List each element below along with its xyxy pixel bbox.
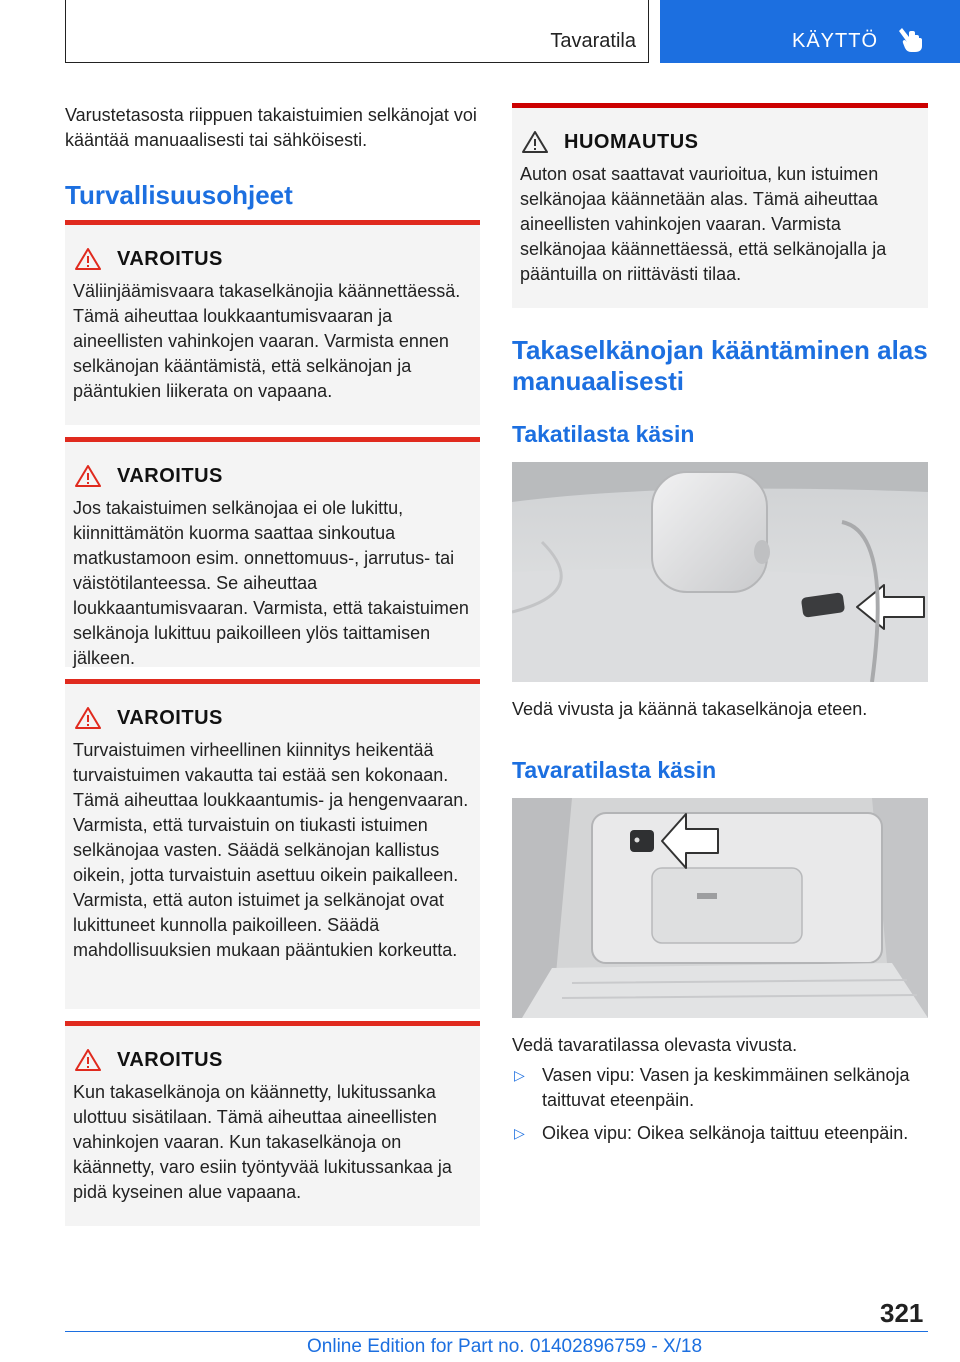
notice-text: Auton osat saattavat vaurioitua, kun istuimen selkänojaa käännetään alas. Tämä aiheuttaa aineellisten vahinkojen vaaran. Varmista selkänojaa käännettäessä, että selkänojalla ja pääntuilla on riittävästi tilaa. [520, 164, 887, 284]
bullet-triangle-icon: ▷ [514, 1067, 525, 1083]
pointing-hand-icon [896, 24, 926, 54]
caption-trunk: Vedä tavaratilassa olevasta vivusta. [512, 1035, 798, 1055]
footer-divider [65, 1331, 928, 1332]
list-item: ▷ Oikea vipu: Oikea selkänoja taittuu eteenpäin. [512, 1121, 928, 1146]
warning-triangle-icon [75, 706, 101, 730]
warning-title: VAROITUS [117, 706, 223, 729]
chapter-title: KÄYTTÖ [792, 30, 879, 52]
header-section-box [65, 0, 649, 63]
warning-box-1 [65, 220, 480, 425]
subheading-trunk: Tavaratilasta käsin [512, 757, 717, 783]
bullet-triangle-icon: ▷ [514, 1125, 525, 1141]
warning-box-4 [65, 1021, 480, 1226]
caution-triangle-icon [522, 130, 548, 154]
rear-seat-photo [512, 462, 928, 682]
subheading-rear: Takatilasta käsin [512, 421, 695, 447]
warning-box-3 [65, 679, 480, 1009]
lever-list [512, 1063, 928, 1154]
warning-triangle-icon [75, 1048, 101, 1072]
warning-text: Väliinjäämisvaara takaselkänojia käännettäessä. Tämä aiheuttaa loukkaantumisvaaran ja aineellisten vahinkojen vaaran. Varmista ennen selkänojan kääntämistä, että selkänojan ja pääntukien liikerata on vapaana. [73, 281, 461, 401]
fold-heading: Takaselkänojan kääntäminen alas manuaalisesti [512, 335, 928, 396]
warning-triangle-icon [75, 247, 101, 271]
list-item: ▷ Vasen vipu: Vasen ja keskimmäinen selkänoja taittuvat eteenpäin. [514, 1065, 910, 1110]
warning-title: VAROITUS [117, 464, 223, 487]
trunk-photo [512, 798, 928, 1018]
page-number: 321 [880, 1298, 924, 1328]
notice-box [512, 103, 928, 308]
edition-note: Online Edition for Part no. 01402896759 - X/18 [307, 1336, 703, 1357]
section-title: Tavaratila [550, 30, 636, 52]
intro-text: Varustetasosta riippuen takaistuimien selkänojat voi kääntää manuaalisesti tai sähköisesti. [65, 105, 477, 150]
caption-rear: Vedä vivusta ja käännä takaselkänoja eteen. [512, 699, 868, 719]
safety-heading: Turvallisuusohjeet [65, 180, 293, 210]
warning-title: VAROITUS [117, 247, 223, 270]
warning-text: Kun takaselkänoja on käännetty, lukitussanka ulottuu sisätilaan. Tämä aiheuttaa aineellisten vahinkojen vaaran. Kun takaselkänoja on käännetty, varo esiin työntyvää lukitussankaa ja pidä kyseinen alue vapaana. [73, 1082, 452, 1202]
warning-box-2 [65, 437, 480, 667]
chapter-tab [660, 0, 960, 63]
warning-title: VAROITUS [117, 1048, 223, 1071]
notice-title: HUOMAUTUS [564, 130, 699, 153]
warning-text: Jos takaistuimen selkänojaa ei ole lukittu, kiinnittämätön kuorma saattaa sinkoutua matkustamoon esim. onnettomuus-, jarrutus- tai väistötilanteessa. Se aiheuttaa loukkaantumisvaaran. Varmista, että takaistuimen selkänoja lukittuu paikoilleen ylös taittamisen jälkeen. [73, 498, 469, 668]
warning-text: Turvaistuimen virheellinen kiinnitys heikentää turvaistuimen vakautta tai estää sen kokonaan. Tämä aiheuttaa loukkaantumis- ja hengenvaaran. Varmista, että turvaistuin on tiukasti istuimen selkänojaa vasten. Säädä selkänojan kallistus oikein, jotta turvaistuin asettuu oikein paikalleen. Varmista, että auton istuimet ja selkänojat ovat lukittuneet kunnolla paikoilleen. Säädä mahdollisuuksien mukaan pääntukien korkeutta. [73, 740, 469, 960]
warning-triangle-icon [75, 464, 101, 488]
